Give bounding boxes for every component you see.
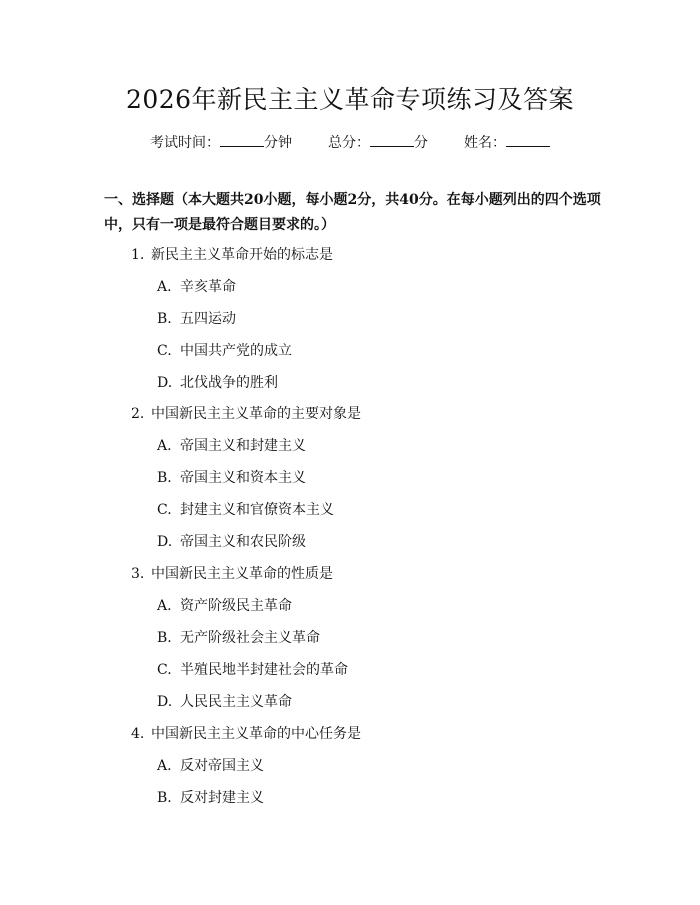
total-score-field (328, 132, 428, 152)
option-3d (157, 691, 292, 711)
option-text: 辛亥革命 (180, 279, 236, 295)
total-score-blank (370, 134, 414, 147)
question-text: 新民主主义革命开始的标志是 (151, 247, 333, 263)
question-number: 1. (131, 247, 145, 263)
question-number: 3. (131, 566, 145, 582)
option-letter: D. (157, 694, 173, 710)
question-2 (131, 403, 361, 423)
option-text: 半殖民地半封建社会的革命 (180, 662, 348, 678)
question-number: 4. (131, 726, 145, 742)
option-text: 帝国主义和资本主义 (180, 470, 306, 486)
option-text: 反对帝国主义 (180, 758, 264, 774)
option-3a (157, 595, 292, 615)
option-2b (157, 467, 306, 487)
option-letter: D. (157, 375, 173, 391)
option-1c (157, 340, 292, 360)
question-4 (131, 723, 361, 743)
option-letter: B. (157, 470, 172, 486)
section-heading: 一、选择题（本大题共20小题，每小题2分，共40分。在每小题列出的四个选项中，只有一项是最符合题目要求的。） (104, 192, 601, 233)
option-2c (157, 499, 334, 519)
option-letter: C. (157, 662, 172, 678)
option-text: 北伐战争的胜利 (180, 375, 278, 391)
name-label: 姓名： (464, 135, 506, 151)
question-1 (131, 244, 333, 264)
option-text: 封建主义和官僚资本主义 (180, 502, 334, 518)
page-title: 2026年新民主主义革命专项练习及答案 (125, 85, 575, 114)
option-letter: C. (157, 502, 172, 518)
option-letter: D. (157, 534, 173, 550)
option-2d (157, 531, 306, 551)
option-4b (157, 787, 264, 807)
option-text: 帝国主义和封建主义 (180, 438, 306, 454)
option-letter: A. (157, 598, 172, 614)
exam-time-unit: 分钟 (264, 135, 292, 151)
total-score-unit: 分 (414, 135, 428, 151)
option-letter: B. (157, 630, 172, 646)
option-letter: B. (157, 790, 172, 806)
question-3 (131, 563, 333, 583)
option-text: 无产阶级社会主义革命 (180, 630, 320, 646)
total-score-label: 总分： (328, 135, 370, 151)
name-field (464, 132, 550, 152)
question-number: 2. (131, 406, 145, 422)
question-text: 中国新民主主义革命的性质是 (151, 566, 333, 582)
option-3c (157, 659, 348, 679)
option-1b (157, 308, 236, 328)
option-1d (157, 372, 278, 392)
option-3b (157, 627, 320, 647)
option-letter: C. (157, 343, 172, 359)
option-text: 五四运动 (180, 311, 236, 327)
option-1a (157, 276, 236, 296)
option-text: 帝国主义和农民阶级 (180, 534, 306, 550)
option-letter: A. (157, 279, 172, 295)
option-letter: A. (157, 438, 172, 454)
option-letter: A. (157, 758, 172, 774)
option-text: 中国共产党的成立 (180, 343, 292, 359)
question-text: 中国新民主主义革命的中心任务是 (151, 726, 361, 742)
option-letter: B. (157, 311, 172, 327)
exam-time-label: 考试时间： (150, 135, 220, 151)
option-text: 资产阶级民主革命 (180, 598, 292, 614)
option-text: 反对封建主义 (180, 790, 264, 806)
question-text: 中国新民主主义革命的主要对象是 (151, 406, 361, 422)
name-blank (506, 134, 550, 147)
option-4a (157, 755, 264, 775)
option-2a (157, 435, 306, 455)
option-text: 人民民主主义革命 (180, 694, 292, 710)
exam-time-blank (220, 134, 264, 147)
exam-time-field (150, 132, 292, 152)
exam-info-line (0, 132, 700, 152)
